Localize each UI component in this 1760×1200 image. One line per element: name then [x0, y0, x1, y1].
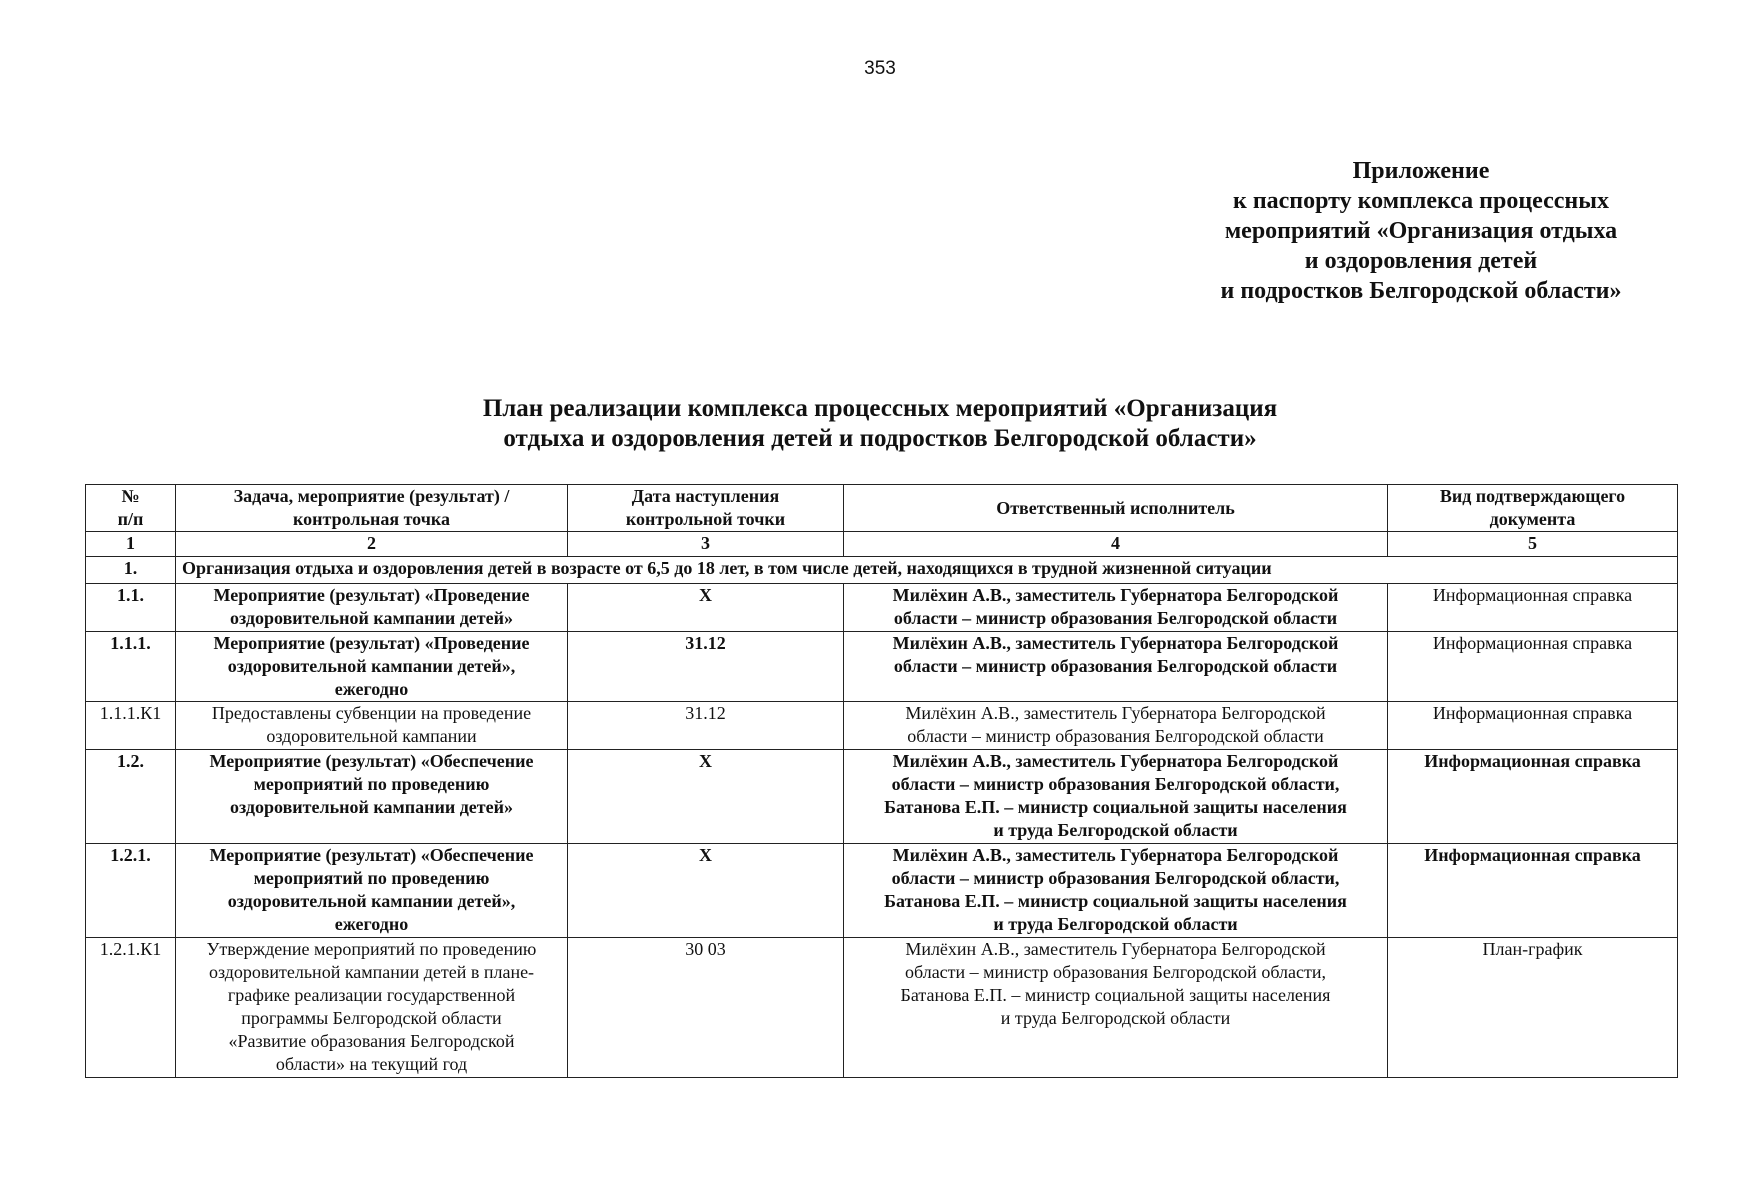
row-task: Мероприятие (результат) «Проведение оздоровительной кампании детей»: [176, 584, 568, 632]
column-number: 4: [844, 532, 1388, 557]
row-document: План-график: [1388, 938, 1678, 1078]
row-number: 1.2.: [86, 750, 176, 844]
row-number: 1.1.: [86, 584, 176, 632]
row-number: 1.2.1.К1: [86, 938, 176, 1078]
column-number: 2: [176, 532, 568, 557]
row-date: X: [568, 750, 844, 844]
column-number-row: [86, 532, 1678, 557]
table-row: [86, 938, 1678, 1078]
table-header-row: [86, 485, 1678, 532]
row-date: 31.12: [568, 702, 844, 750]
appendix-line: мероприятий «Организация отдыха: [1224, 218, 1618, 244]
row-document: Информационная справка: [1388, 584, 1678, 632]
row-task: Мероприятие (результат) «Обеспечение мероприятий по проведению оздоровительной кампании детей»: [176, 750, 568, 844]
row-date: X: [568, 844, 844, 938]
plan-table: [85, 484, 1678, 1078]
header-responsible: Ответственный исполнитель: [844, 485, 1388, 532]
row-responsible: Милёхин А.В., заместитель Губернатора Белгородской области – министр образования Белгородской области, Батанова Е.П. – министр социальной защиты населения и труда Белгородской области: [844, 844, 1388, 938]
section-title: Организация отдыха и оздоровления детей в возрасте от 6,5 до 18 лет, в том числе детей, находящихся в трудной жизненной ситуации: [176, 557, 1678, 584]
table-row: [86, 702, 1678, 750]
header-task: Задача, мероприятие (результат) / контрольная точка: [176, 485, 568, 532]
table-row: [86, 750, 1678, 844]
row-date: X: [568, 584, 844, 632]
row-task: Мероприятие (результат) «Обеспечение мероприятий по проведению оздоровительной кампании детей», ежегодно: [176, 844, 568, 938]
appendix-line: к паспорту комплекса процессных: [1233, 188, 1609, 214]
row-responsible: Милёхин А.В., заместитель Губернатора Белгородской области – министр образования Белгородской области, Батанова Е.П. – министр социальной защиты населения и труда Белгородской области: [844, 750, 1388, 844]
row-document: Информационная справка: [1388, 632, 1678, 702]
row-number: 1.2.1.: [86, 844, 176, 938]
row-task: Утверждение мероприятий по проведению оздоровительной кампании детей в плане- графике реализации государственной программы Белгородской области «Развитие образования Белгородской области» на текущий год: [176, 938, 568, 1078]
header-date: Дата наступления контрольной точки: [568, 485, 844, 532]
row-document: Информационная справка: [1388, 702, 1678, 750]
section-number: 1.: [86, 557, 176, 584]
page-number: 353: [864, 58, 896, 79]
row-responsible: Милёхин А.В., заместитель Губернатора Белгородской области – министр образования Белгородской области: [844, 584, 1388, 632]
row-task: Мероприятие (результат) «Проведение оздоровительной кампании детей», ежегодно: [176, 632, 568, 702]
row-document: Информационная справка: [1388, 844, 1678, 938]
row-number: 1.1.1.: [86, 632, 176, 702]
column-number: 5: [1388, 532, 1678, 557]
row-responsible: Милёхин А.В., заместитель Губернатора Белгородской области – министр образования Белгородской области: [844, 632, 1388, 702]
plan-title-line: План реализации комплекса процессных мероприятий «Организация: [482, 395, 1278, 422]
row-responsible: Милёхин А.В., заместитель Губернатора Белгородской области – министр образования Белгородской области: [844, 702, 1388, 750]
section-row: [86, 557, 1678, 584]
row-task: Предоставлены субвенции на проведение оздоровительной кампании: [176, 702, 568, 750]
plan-title-line: отдыха и оздоровления детей и подростков Белгородской области»: [503, 425, 1257, 452]
column-number: 3: [568, 532, 844, 557]
column-number: 1: [86, 532, 176, 557]
appendix-line: и подростков Белгородской области»: [1220, 278, 1622, 304]
row-date: 31.12: [568, 632, 844, 702]
header-document: Вид подтверждающего документа: [1388, 485, 1678, 532]
row-date: 30 03: [568, 938, 844, 1078]
header-number: № п/п: [86, 485, 176, 532]
table-row: [86, 632, 1678, 702]
table-row: [86, 844, 1678, 938]
row-responsible: Милёхин А.В., заместитель Губернатора Белгородской области – министр образования Белгородской области, Батанова Е.П. – министр социальной защиты населения и труда Белгородской области: [844, 938, 1388, 1078]
appendix-heading: [1196, 156, 1646, 306]
appendix-line: Приложение: [1352, 158, 1490, 184]
row-document: Информационная справка: [1388, 750, 1678, 844]
plan-title: [340, 394, 1420, 454]
appendix-line: и оздоровления детей: [1304, 248, 1538, 274]
row-number: 1.1.1.К1: [86, 702, 176, 750]
table-row: [86, 584, 1678, 632]
